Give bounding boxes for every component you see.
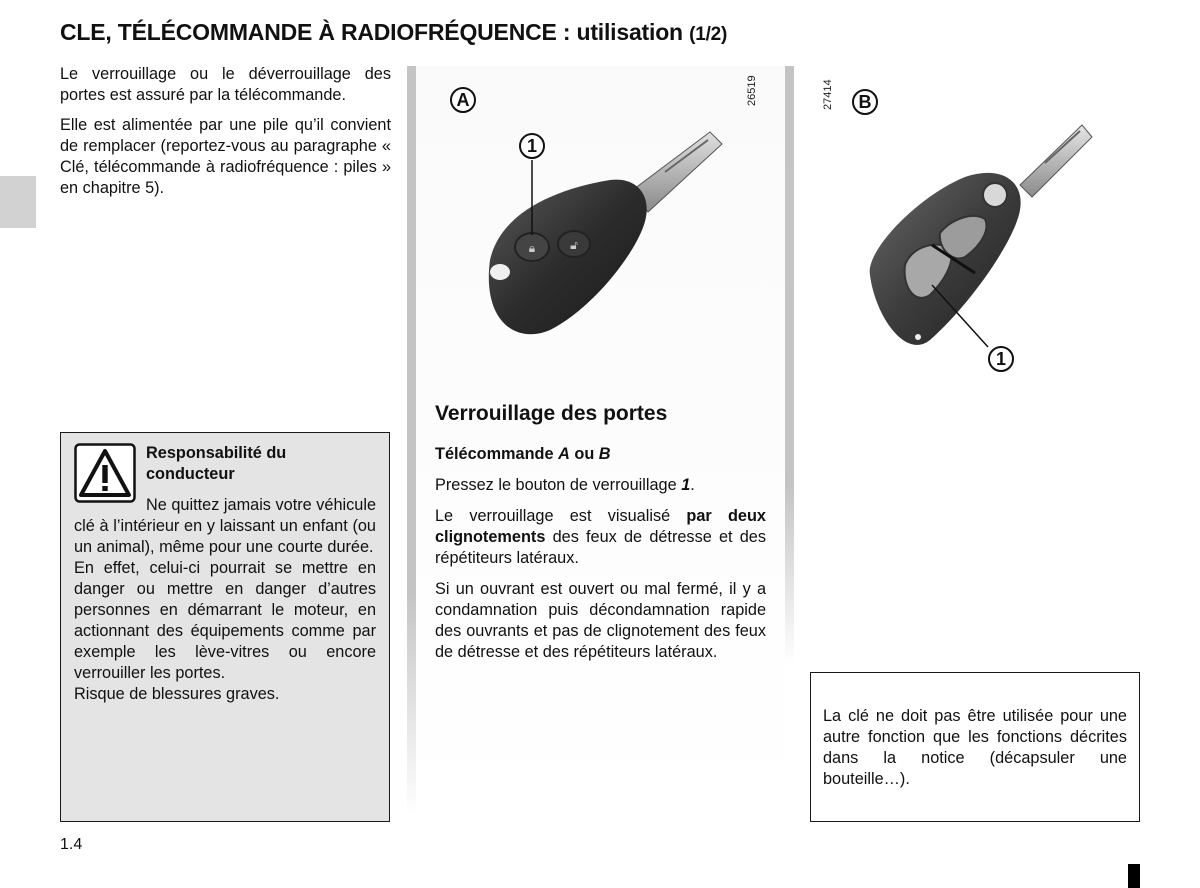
remote-subtitle-b: B bbox=[598, 445, 611, 463]
column-divider-left bbox=[407, 66, 416, 816]
visual-paragraph bbox=[435, 506, 766, 569]
page-title-text: CLE, TÉLÉCOMMANDE À RADIOFRÉQUENCE : utilisation bbox=[60, 19, 683, 45]
figure-a-callout: 1 bbox=[519, 133, 545, 159]
press-instruction-text: Pressez le bouton de verrouillage bbox=[435, 476, 677, 494]
svg-text:🔒︎: 🔒︎ bbox=[528, 241, 536, 255]
open-door-paragraph: Si un ouvrant est ouvert ou mal fermé, il y a condamnation puis décondamnation rapide des ouvrants et pas de clignotement des feux de détresse et des répétiteurs latéraux. bbox=[435, 580, 766, 661]
visual-pre: Le verrouillage est visualisé bbox=[435, 507, 671, 525]
page-title bbox=[60, 19, 727, 46]
chapter-tab bbox=[0, 176, 36, 228]
warning-text-2: En effet, celui-ci pourrait se mettre en danger ou mettre en danger d’autres personnes en démarrant le moteur, en actionnant des équipements comme par exemple les lève-vitres ou encore verrouiller les portes. bbox=[74, 559, 376, 682]
press-instruction-end: . bbox=[690, 476, 695, 494]
remote-subtitle-label: Télécommande bbox=[435, 445, 554, 463]
key-a-image bbox=[470, 120, 740, 350]
remote-subtitle-a: A bbox=[558, 445, 570, 463]
visual-post: des feux de détresse et des répétiteurs latéraux. bbox=[435, 528, 766, 567]
key-b-image bbox=[860, 115, 1100, 365]
note-box bbox=[810, 672, 1140, 822]
figure-a-ref: 26519 bbox=[746, 75, 758, 106]
column-divider-right bbox=[785, 66, 794, 666]
visual-bold: par deux clignotements bbox=[435, 507, 766, 546]
corner-marker bbox=[1128, 864, 1140, 888]
svg-text:🔓︎: 🔓︎ bbox=[570, 238, 578, 252]
figure-b-ref: 27414 bbox=[822, 79, 834, 110]
section-title: Verrouillage des portes bbox=[435, 402, 668, 425]
page-title-suffix: (1/2) bbox=[689, 24, 728, 45]
warning-text-1: Ne quittez jamais votre véhicule clé à l’intérieur en y laissant un enfant (ou un animal), même pour une courte durée. bbox=[74, 496, 376, 556]
press-instruction-num: 1 bbox=[681, 476, 691, 494]
warning-triangle-icon bbox=[74, 443, 136, 503]
warning-title: Responsabilité du conducteur bbox=[146, 444, 287, 483]
section-body bbox=[435, 444, 766, 673]
page-number: 1.4 bbox=[60, 836, 83, 853]
warning-text-3: Risque de blessures graves. bbox=[74, 685, 280, 703]
intro-text bbox=[60, 64, 391, 208]
intro-paragraph-1: Le verrouillage ou le déverrouillage des portes est assuré par la télécommande. bbox=[60, 65, 391, 104]
figure-b-label: B bbox=[852, 89, 878, 115]
warning-box bbox=[60, 432, 390, 822]
figure-b-callout: 1 bbox=[988, 346, 1014, 372]
figure-a-label: A bbox=[450, 87, 476, 113]
press-instruction bbox=[435, 475, 766, 496]
note-text: La clé ne doit pas être utilisée pour une autre fonction que les fonctions décrites dans la notice (décapsuler une bouteille…). bbox=[823, 707, 1127, 788]
intro-paragraph-2: Elle est alimentée par une pile qu’il convient de remplacer (reportez-vous au paragraphe « Clé, télécommande à radiofréquence : piles » en chapitre 5). bbox=[60, 116, 391, 197]
remote-subtitle-ou: ou bbox=[574, 445, 595, 463]
remote-subtitle bbox=[435, 444, 766, 465]
